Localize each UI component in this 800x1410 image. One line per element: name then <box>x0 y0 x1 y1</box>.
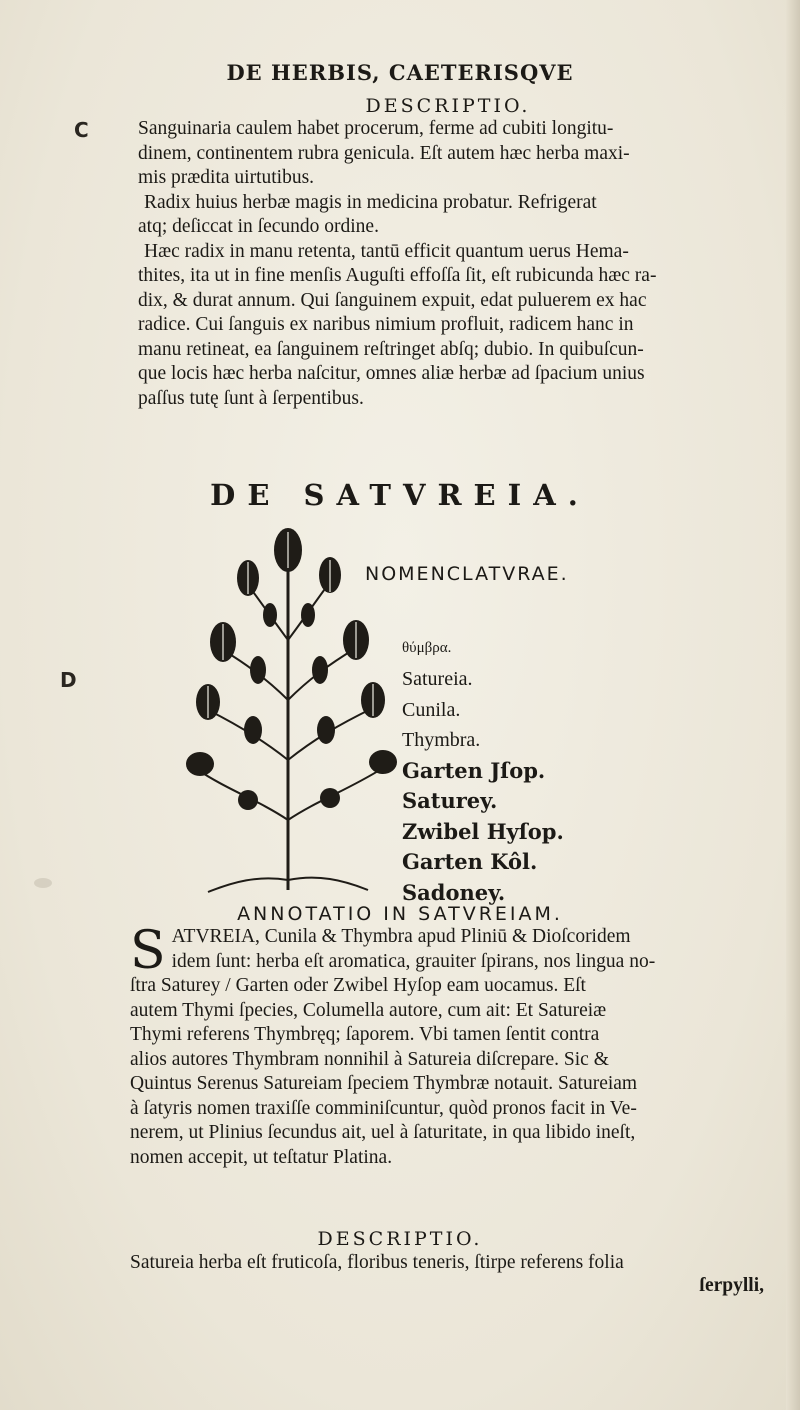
text-line: Hæc radix in manu retenta, tantū efficit quantum uerus Hema- <box>144 240 629 262</box>
text-line: radice. Cui ſanguis ex naribus nimium profluit, radicem hanc in <box>138 314 634 335</box>
text-line: idem ſunt: herba eſt aromatica, grauiter ſpirans, nos lingua no- <box>171 950 656 972</box>
margin-letter-d: D <box>60 668 77 692</box>
text-line: dix, & durat annum. Qui ſanguinem expuit, edat puluerem ex hac <box>138 289 647 311</box>
section-heading: DESCRIPTIO. <box>365 95 531 117</box>
german-name: Sadoney. <box>402 879 506 905</box>
sanguinaria-section <box>138 95 778 411</box>
text-line: Sanguinaria caulem habet procerum, ferme ad cubiti longitu- <box>138 118 614 139</box>
running-head: DE HERBIS, CAETERISQVE <box>226 60 574 85</box>
section-heading: DESCRIPTIO. <box>317 1228 483 1250</box>
nomenclature-list <box>402 638 762 908</box>
nomenclature-title: NOMENCLATVRAE. <box>365 563 569 585</box>
latin-name: Thymbra. <box>402 729 481 751</box>
annotation-title: ANNOTATIO IN SATVREIAM. <box>237 903 563 925</box>
text-line: alios autores Thymbram nonnihil à Satureia diſcrepare. Sic & <box>130 1048 609 1070</box>
text-line: mis prædita uirtutibus. <box>138 167 315 188</box>
greek-name: θύμβρα. <box>402 640 452 656</box>
catchword: ſerpylli, <box>699 1275 764 1296</box>
page-edge <box>786 0 800 1410</box>
drop-cap: S <box>130 921 166 981</box>
annotation-section <box>130 921 780 1170</box>
text-line: à ſatyris nomen traxiſſe comminiſcuntur, quòd pronos facit in Ve- <box>130 1097 637 1119</box>
text-line: dinem, continentem rubra genicula. Eſt autem hæc herba maxi- <box>138 142 630 164</box>
text-line: nomen accepit, ut teſtatur Platina. <box>130 1146 393 1168</box>
text-line: que locis hæc herba naſcitur, omnes aliæ herbæ ad ſpacium unius <box>138 363 645 384</box>
german-name: Garten Kôl. <box>402 849 538 874</box>
latin-name: Cunila. <box>402 698 461 721</box>
german-name: Zwibel Hyſop. <box>402 818 564 844</box>
text-line: autem Thymi ſpecies, Columella autore, cum ait: Et Satureiæ <box>130 999 607 1021</box>
text-line: thites, ita ut in fine menſis Auguſti effoſſa ſit, eſt rubicunda hæc ra- <box>138 265 657 286</box>
german-name: Saturey. <box>402 788 498 813</box>
text-line: Thymi referens Thymbręq; ſaporem. Vbi tamen ſentit contra <box>130 1024 600 1045</box>
text-line: Radix huius herbæ magis in medicina probatur. Refrigerat <box>144 191 597 213</box>
chapter-title: DE SATVREIA. <box>210 478 590 512</box>
text-line: Quintus Serenus Satureiam ſpeciem Thymbræ notauit. Satureiam <box>130 1073 638 1094</box>
ink-smudge <box>34 878 52 888</box>
satureia-description <box>130 1251 780 1276</box>
text-line: nerem, ut Plinius ſecundus ait, uel à ſaturitate, in qua libido ineſt, <box>130 1122 636 1143</box>
text-line: ſtra Saturey / Garten oder Zwibel Hyſop eam uocamus. Eſt <box>130 975 586 996</box>
margin-letter-c: C <box>74 118 89 142</box>
latin-name: Satureia. <box>402 668 473 690</box>
text-line: ATVREIA, Cunila & Thymbra apud Pliniū & Dioſcoridem <box>171 926 631 947</box>
text-line: Satureia herba eſt fruticoſa, floribus teneris, ſtirpe referens folia <box>130 1252 624 1273</box>
text-line: manu retineat, ea ſanguinem reſtringet abſq; dubio. In quibuſcun- <box>138 338 644 360</box>
text-line: paſſus tutę ſunt à ſerpentibus. <box>138 387 364 409</box>
text-line: atq; deſiccat in ſecundo ordine. <box>138 216 379 237</box>
german-name: Garten Jſop. <box>402 757 546 783</box>
